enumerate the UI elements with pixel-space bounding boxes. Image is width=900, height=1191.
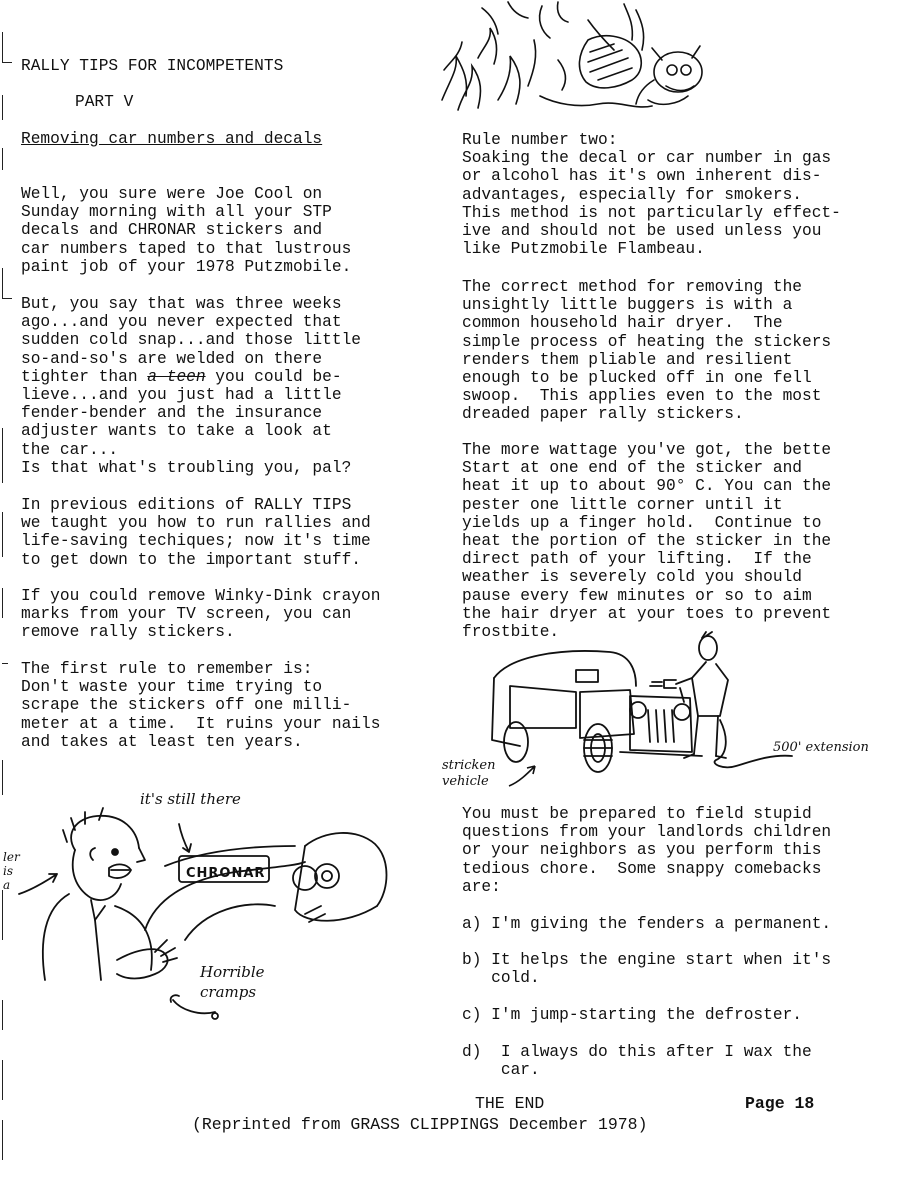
jeep-caption-cord: 500' extension: [773, 740, 869, 755]
left-para-4: If you could remove Winky-Dink crayon marks from your TV screen, you can remove rally stickers.: [21, 587, 381, 642]
margin-rule: [2, 32, 3, 62]
margin-tick: [2, 663, 8, 664]
right-para-3: The more wattage you've got, the bette Start at one end of the sticker and heat it up to about 90° C. You can the pester one little corner until it yields up a finger hold. Continue to heat the portion of the sticker in the direct path of your lifting. If the weather is severely cold you should pause every few minutes or so to aim the hair dryer at your toes to prevent frostbite.: [462, 441, 832, 642]
left-para-2-end: you could be- lieve...and you just had a little fender-bender and the insurance adjuster wants to take a look at the car... Is that what's troubling you, pal?: [21, 367, 352, 477]
cartoon-caption-still-there: it's still there: [140, 790, 241, 808]
caption-arrow: [505, 760, 545, 790]
margin-rule: [2, 95, 3, 120]
margin-rule: [2, 588, 3, 618]
margin-rule: [2, 890, 3, 940]
the-end: THE END: [475, 1094, 545, 1113]
struck-words: a teen: [147, 367, 206, 386]
left-para-5: The first rule to remember is: Don't waste your time trying to scrape the stickers off one milli- meter at a time. It ruins your nails and takes at least ten years.: [21, 660, 381, 751]
margin-tick: [2, 298, 12, 299]
right-para-1: Rule number two: Soaking the decal or car number in gas or alcohol has it's own inherent dis- advantages, especially for smokers. This method is not particularly effect- ive and should not be used unless you like Putzmobile Flambeau.: [462, 131, 841, 259]
right-para-4: You must be prepared to field stupid questions from your landlords children or your neighbors as you perform this tedious chore. Some snappy comebacks are:: [462, 805, 832, 896]
left-para-2-start: But, you say that was three weeks ago...and you never expected that sudden cold snap...and those little so-and-so's are welded on there tighter than: [21, 295, 361, 386]
comeback-b: b) It helps the engine start when it's cold.: [462, 951, 832, 988]
flame-doodle: [438, 0, 718, 125]
sticker-label: CHRONAR: [186, 866, 266, 881]
left-para-1: Well, you sure were Joe Cool on Sunday morning with all your STP decals and CHRONAR stickers and car numbers taped to that lustrous paint job of your 1978 Putzmobile.: [21, 185, 352, 276]
page-number: Page 18: [745, 1094, 815, 1113]
comeback-a: a) I'm giving the fenders a permanent.: [462, 915, 832, 933]
margin-rule: [2, 428, 3, 483]
margin-tick: [2, 62, 12, 63]
margin-rule: [2, 1000, 3, 1030]
left-para-2: [21, 295, 361, 477]
comeback-d: d) I always do this after I wax the car.: [462, 1043, 812, 1080]
comeback-c: c) I'm jump-starting the defroster.: [462, 1006, 802, 1024]
jeep-hair-dryer-illustration: [480, 630, 800, 780]
margin-rule: [2, 1120, 3, 1160]
right-para-2: The correct method for removing the unsightly little buggers is with a common household hair dryer. The simple process of heating the stickers renders them pliable and resilient enough to be plucked off in one fell swoop. This applies even to the most dreaded paper rally stickers.: [462, 278, 832, 424]
section-heading: Removing car numbers and decals: [21, 130, 323, 148]
margin-rule: [2, 268, 3, 298]
margin-rule: [2, 760, 3, 795]
margin-rule: [2, 512, 3, 557]
left-para-3: In previous editions of RALLY TIPS we taught you how to run rallies and life-saving techiques; now it's time to get down to the important stuff.: [21, 496, 371, 569]
margin-rule: [2, 1060, 3, 1100]
cartoon-caption-cramps: Horrible cramps: [200, 963, 265, 1001]
cartoon-caption-left: ler is a: [3, 850, 20, 892]
page-title: RALLY TIPS FOR INCOMPETENTS: [21, 57, 284, 75]
jeep-caption-vehicle: stricken vehicle: [442, 758, 496, 789]
reprint-note: (Reprinted from GRASS CLIPPINGS December 1978): [192, 1115, 648, 1134]
margin-rule: [2, 148, 3, 170]
part-label: PART V: [75, 93, 134, 111]
